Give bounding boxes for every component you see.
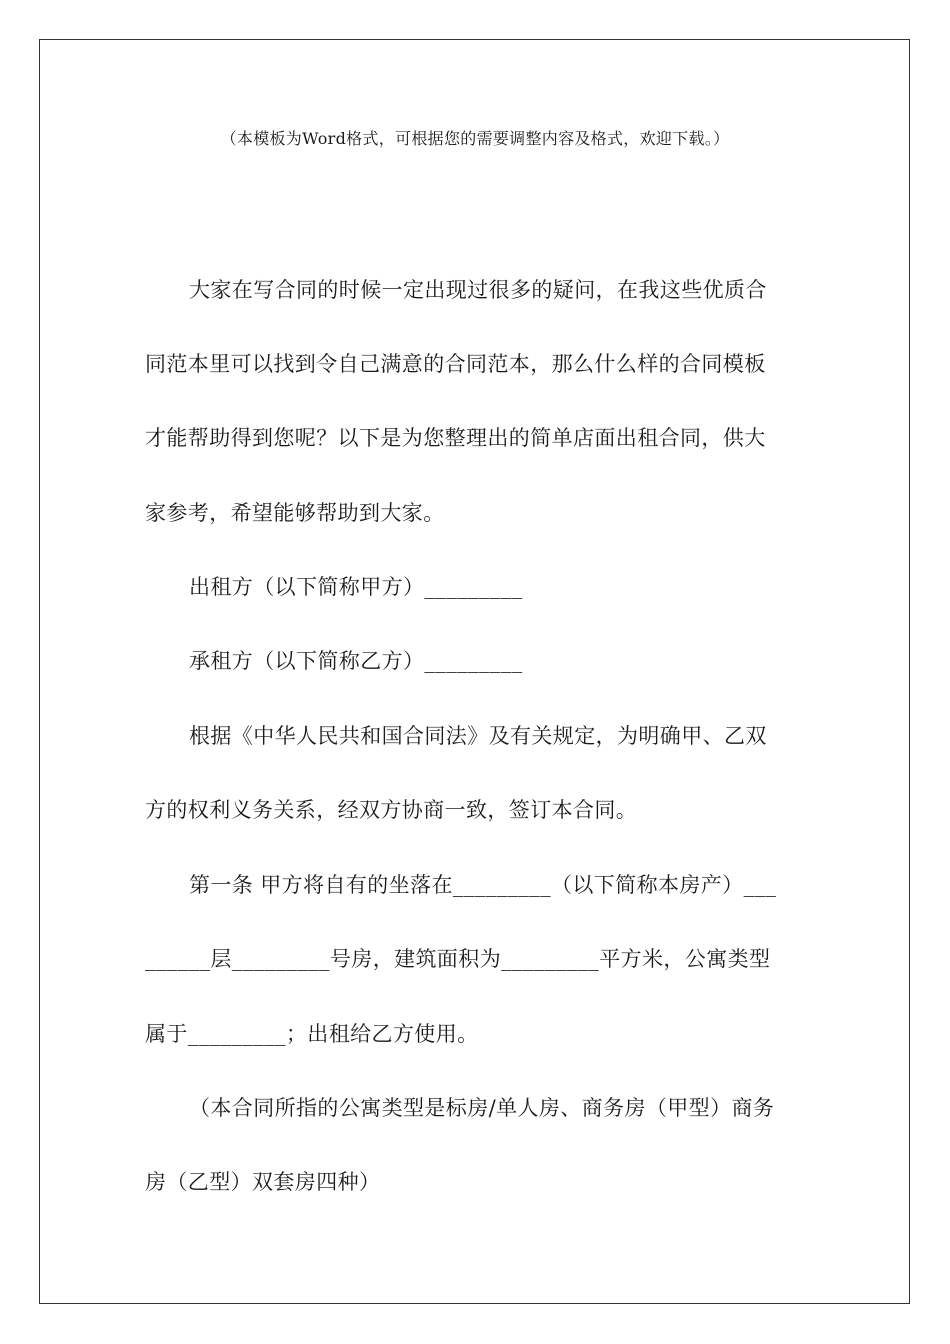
intro-line-4: 家参考，希望能够帮助到大家。 — [145, 501, 445, 525]
lessee-line: 承租方（以下简称乙方）_________ — [189, 649, 523, 673]
apartment-type-note-line-2: 房（乙型）双套房四种） — [145, 1170, 381, 1194]
intro-line-2: 同范本里可以找到令自己满意的合同范本，那么什么样的合同模板 — [145, 352, 766, 376]
template-note: （本模板为Word格式，可根据您的需要调整内容及格式，欢迎下载。） — [220, 129, 730, 148]
intro-line-1: 大家在写合同的时候一定出现过很多的疑问，在我这些优质合 — [189, 278, 767, 302]
article-1-line-3: 属于_________；出租给乙方使用。 — [145, 1022, 479, 1046]
lessor-line: 出租方（以下简称甲方）_________ — [189, 575, 523, 599]
apartment-type-note-line-1: （本合同所指的公寓类型是标房/单人房、商务房（甲型）商务 — [189, 1096, 775, 1120]
basis-line-1: 根据《中华人民共和国合同法》及有关规定，为明确甲、乙双 — [189, 724, 767, 748]
intro-line-3: 才能帮助得到您呢？以下是为您整理出的简单店面出租合同，供大 — [145, 426, 766, 450]
article-1-line-2: ______层_________号房，建筑面积为_________平方米，公寓类型 — [145, 947, 771, 971]
article-1-line-1: 第一条 甲方将自有的坐落在_________（以下简称本房产）___ — [189, 873, 777, 897]
basis-line-2: 方的权利义务关系，经双方协商一致，签订本合同。 — [145, 798, 638, 822]
